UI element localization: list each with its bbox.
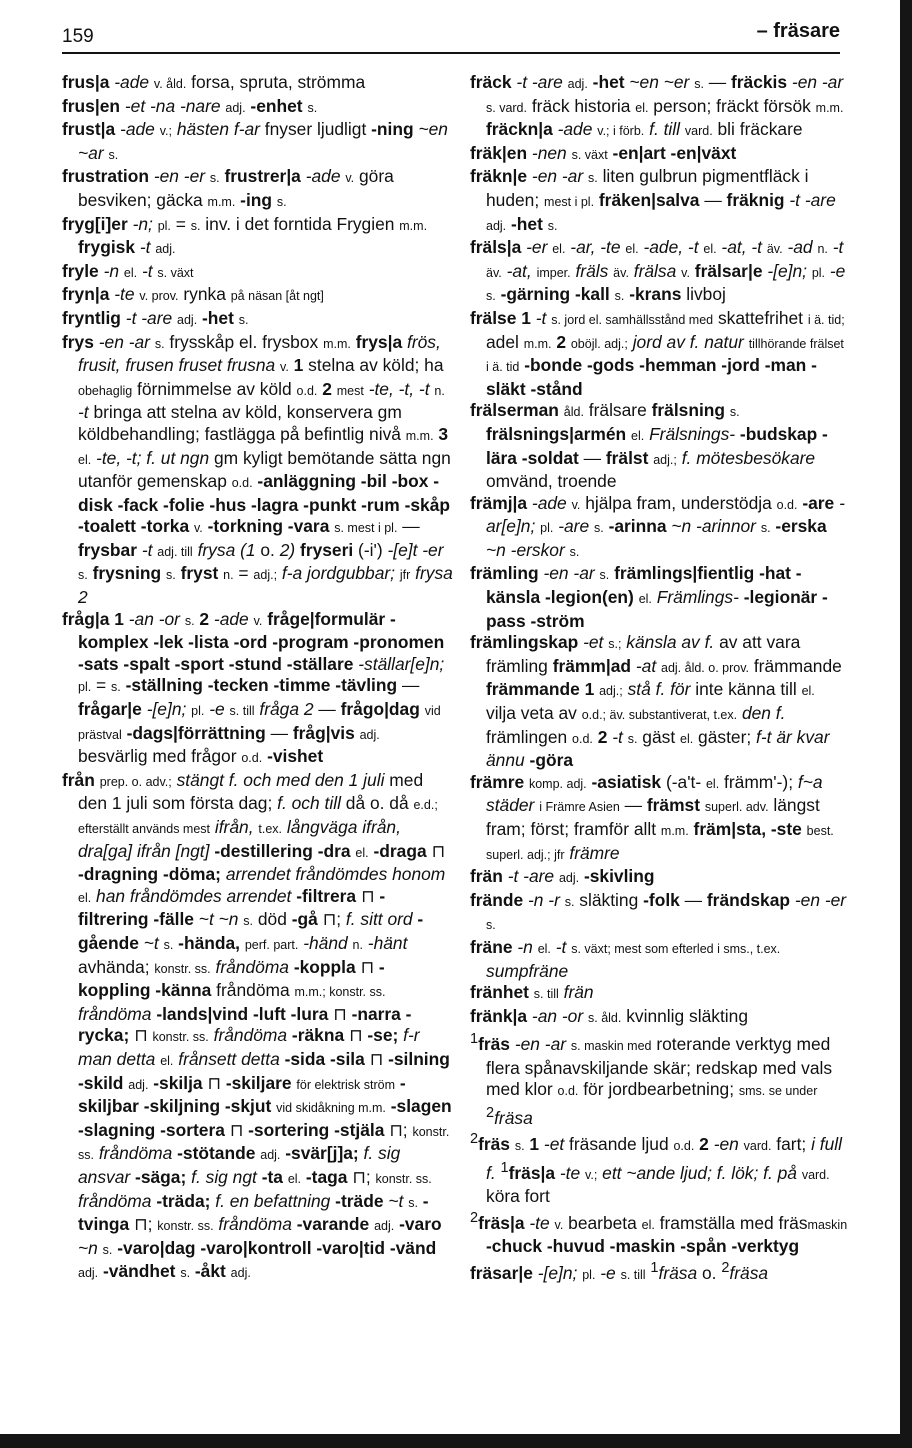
entry: frys -en -ar s. frysskåp el. frysbox m.m. frys|a frös, frusit, frusen fruset frusna v. 1 stelna av köld; ha obehaglig förnimmelse av köld o.d. 2 mest -te, -t, -t n. -t bringa att stelna av köld, konservera gm köldbehandling; fastlägga på befintlig nivå m.m. 3 el. -te, -t; f. ut ngn gm kyligt bemötande sätta ngn utanför gemenskap o.d. -anläggning -bil -box -disk -fack -folie -hus -lagra -punkt -rum -skåp -toalett -torka v. -torkning -vara s. mest i pl. — frysbar -t adj. till frysa (1 o. 2) fryseri (-i') -[e]t -er s. frysning s. fryst n. = adj.; f-a jordgubbar; jfr frysa 2 [62,331,453,608]
entry: frälserman åld. frälsare frälsning s. frälsnings|armén el. Frälsnings- -budskap -lära -soldat — frälst adj.; f. mötesbesökare omvänd, troende [470,400,828,492]
entry: fräsar|e -[e]n; pl. -e s. till $^1$fräsa o. $^2$fräsa [470,1259,769,1283]
entry: främlingskap -et s.; känsla av f. av att vara främling främm|ad -at adj. åld. o. prov. främmande främmande 1 adj.; stå f. för inte känna till el. vilja veta av o.d.; äv. substantiverat, t.ex. den f. främlingen o.d. 2 -t s. gäst el. gäster; f-t är kvar ännu -göra [470,632,842,771]
page-number: 159 [62,26,94,47]
header-rule [62,52,840,54]
entry: fräkn|e -en -ar s. liten gulbrun pigmentfläck i huden; mest i pl. fräken|salva — fräknig -t -are adj. -het s. [470,166,836,234]
entry: $^2$fräs s. 1 -et fräsande ljud o.d. 2 -en vard. fart; i full f. $^1$fräs|a -te v.; ett ~ande ljud; f. lök; f. på vard. köra fort [470,1131,843,1207]
entry: fryg[i]er -n; pl. = s. inv. i det forntida Frygien m.m. frygisk -t adj. [62,213,428,258]
entry: $^2$fräs|a -te v. bearbeta el. framställa med fräsmaskin -chuck -huvud -maskin -spån -verktyg [470,1209,848,1257]
entry: främre komp. adj. -asiatisk (-a't- el. främm'-); f~a städer i Främre Asien — främst superl. adv. längst fram; först; framför allt m.m. främ|sta, -ste best. superl. adj.; jfr främre [470,771,834,863]
entry: fryn|a -te v. prov. rynka på näsan [åt ngt] [62,284,324,305]
entry: fräck -t -are adj. -het ~en ~er s. — fräckis -en -ar s. vard. fräck historia el. person; fräckt försök m.m. fräckn|a -ade v.; i förb. f. till vard. bli fräckare [470,72,844,140]
running-head: – fräsare [756,20,840,42]
left-column [62,72,454,1285]
entry: fränhet s. till frän [470,982,594,1003]
scan-edge-right [900,0,912,1448]
entry: frän -t -are adj. -skivling [470,866,655,887]
entry: fråg|a 1 -an -or s. 2 -ade v. fråge|formulär -komplex -lek -lista -ord -program -pronomen -sats -spalt -sport -stund -ställare -ställar[e]n; pl. = s. -ställning -tecken -timme -tävling — frågar|e -[e]n; pl. -e s. till fråga 2 — frågo|dag vid prästval -dags|förrättning — fråg|vis adj. besvärlig med frågor o.d. -vishet [62,608,445,767]
entry: fräls|a -er el. -ar, -te el. -ade, -t el. -at, -t äv. -ad n. -t äv. -at, imper. fräls äv. frälsa v. frälsar|e -[e]n; pl. -e s. -gärning -kall s. -krans livboj [470,237,846,305]
entry: frus|en -et -na -nare adj. -enhet s. [62,95,318,116]
entry: $^1$fräs -en -ar s. maskin med roterande verktyg med flera spånavskiljande skär; redskap med vals med klor o.d. för jordbearbetning; sms. se under $^2$fräsa [470,1031,833,1128]
entry: frust|a -ade v.; hästen f-ar fnyser ljudligt -ning ~en ~ar s. [62,119,448,163]
entry: frände -n -r s. släkting -folk — frändskap -en -er s. [470,889,847,933]
entry: fränk|a -an -or s. åld. kvinnlig släkting [470,1005,748,1026]
right-column [470,72,848,1286]
entry: fräne -n el. -t s. växt; mest som efterled i sms., t.ex. sumpfräne [470,936,781,981]
entry: främling -en -ar s. främlings|fientlig -hat -känsla -legion(en) el. Främlings- -legionär -pass -ström [470,563,828,631]
scan-edge-bottom [0,1434,912,1448]
entry: främj|a -ade v. hjälpa fram, understödja o.d. -are -ar[e]n; pl. -are s. -arinna ~n -arinnor s. -erska ~n -erskor s. [470,492,845,560]
entry: frälse 1 -t s. jord el. samhällsstånd med skattefrihet i ä. tid; adel m.m. 2 oböjl. adj.; jord av f. natur tillhörande frälset i ä. tid -bonde -gods -hemman -jord -man -släkt -stånd [470,307,845,399]
entry: från prep. o. adv.; stängt f. och med den 1 juli med den 1 juli som första dag; f. och till då o. då e.d.; efterställt används mest ifrån, t.ex. långväga ifrån, dra[ga] ifrån [ngt] -destillering -dra el. -draga ⊓ -dragning -döma; arrendet fråndömdes honom el. han fråndömdes arrendet -filtrera ⊓ -filtrering -fälle ~t ~n s. död -gå ⊓; f. sitt ord -gående ~t s. -hända, perf. part. -händ n. -hänt avhända; konstr. ss. fråndöma -koppla ⊓ -koppling -känna fråndöma m.m.; konstr. ss. fråndöma -lands|vind -luft -lura ⊓ -narra -rycka; ⊓ konstr. ss. fråndöma -räkna ⊓ -se; f-r man detta el. frånsett detta -sida -sila ⊓ -silning -skild adj. -skilja ⊓ -skiljare för elektrisk ström -skiljbar -skiljning -skjut vid skidåkning m.m. -slagen -slagning -sortera ⊓ -sortering -stjäla ⊓; konstr. ss. fråndöma -stötande adj. -svär[j]a; f. sig ansvar -säga; f. sig ngt -ta el. -taga ⊓; konstr. ss. fråndöma -träda; f. en befattning -träde ~t s. -tvinga ⊓; konstr. ss. fråndöma -varande adj. -varo ~n s. -varo|dag -varo|kontroll -varo|tid -vänd adj. -vändhet s. -åkt adj. [62,769,452,1282]
entry: fryle -n el. -t s. växt [62,260,194,281]
entry: fräk|en -nen s. växt -en|art -en|växt [470,142,737,163]
entry: fryntlig -t -are adj. -het s. [62,307,249,328]
entry: frus|a -ade v. åld. forsa, spruta, strömma [62,72,366,92]
entry: frustration -en -er s. frustrer|a -ade v. göra besviken; gäcka m.m. -ing s. [62,166,394,210]
